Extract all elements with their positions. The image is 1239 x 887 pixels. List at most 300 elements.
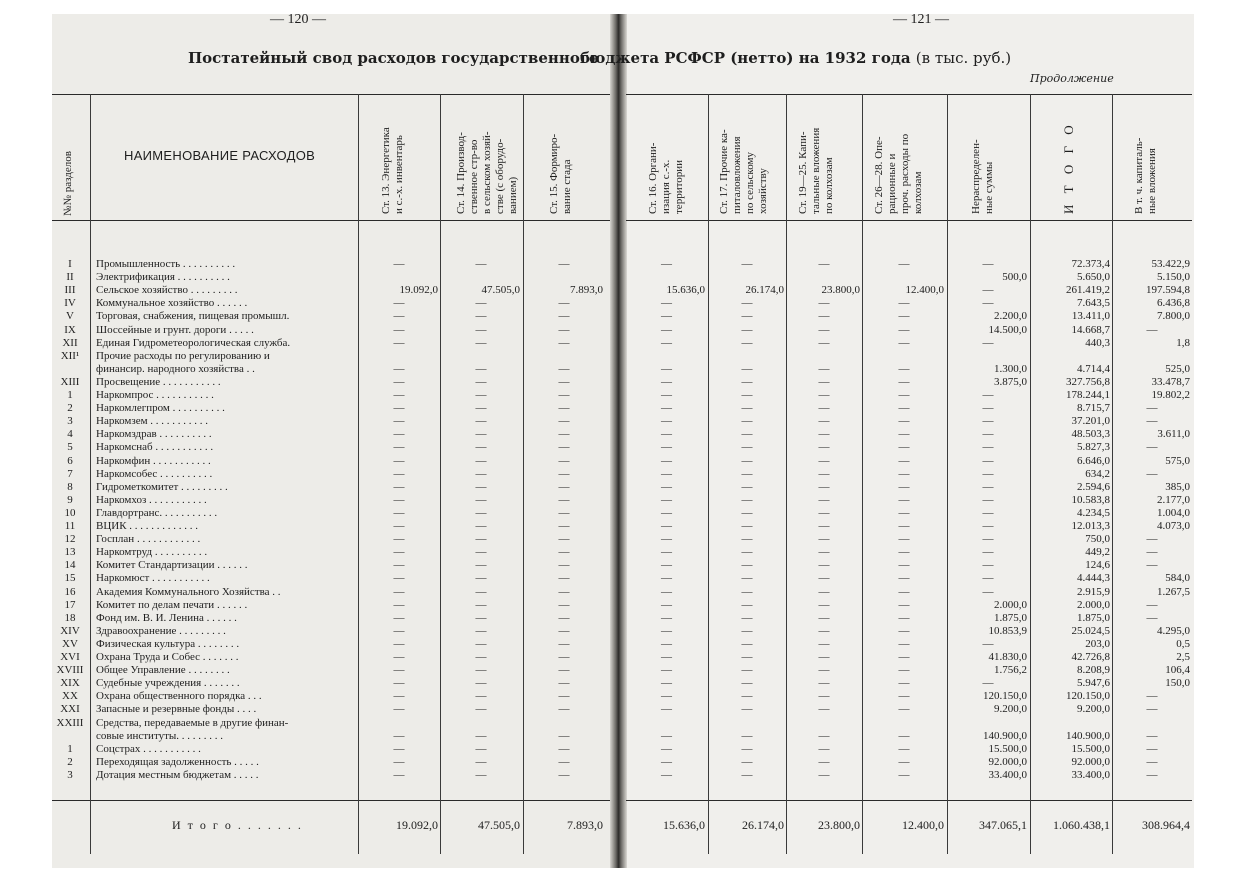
cell-c15: — (558, 559, 570, 572)
totals-label: И т о г о . . . . . . . (172, 818, 303, 832)
row-expense-name: Единая Гидрометеорологическая служба. (96, 336, 291, 349)
cell-c15: — (558, 441, 570, 454)
cell-c19: — (818, 637, 830, 650)
cell-c13: — (393, 506, 405, 519)
cell-c26: — (898, 677, 910, 690)
cell-c14: — (475, 533, 487, 546)
cell-c15: — (558, 690, 570, 703)
row-expense-name: Академия Коммунального Хозяйства . . (96, 585, 281, 598)
header-bottom-rule-left (52, 220, 610, 221)
cell-c19: — (818, 389, 830, 401)
row-expense-name: Электрификация . . . . . . . . . . (96, 271, 230, 284)
cell-c14: — (475, 506, 487, 519)
cell-c26: — (898, 651, 910, 663)
row-section-number: 12 (64, 533, 76, 546)
cell-unalloc: — (982, 572, 994, 585)
cell-c13: — (393, 441, 405, 454)
row-expense-name: Соцстрах . . . . . . . . . . . (96, 742, 201, 755)
cell-c13: — (393, 454, 405, 467)
cell-c17: — (741, 441, 753, 454)
row-section-number: 15 (64, 572, 76, 585)
row-expense-name: Сельское хозяйство . . . . . . . . . (96, 284, 238, 297)
cell-unalloc: 92.000,0 (988, 755, 1027, 768)
cell-itogo: 750,0 (1085, 533, 1110, 546)
cell-c17: — (741, 624, 753, 637)
cell-c16: — (661, 506, 672, 519)
cell-c15: — (558, 389, 570, 401)
title-right-main: бюджета РСФСР (нетто) на 1932 года (580, 49, 911, 67)
cell-c13: — (393, 742, 405, 755)
row-expense-name: Наркомфин . . . . . . . . . . . (96, 454, 211, 467)
total-c13: 19.092,0 (396, 818, 438, 832)
cell-c14: — (475, 362, 487, 375)
cell-itogo: 634,2 (1085, 467, 1110, 480)
cell-c16: — (661, 533, 672, 546)
cell-c13: — (393, 690, 405, 703)
cell-c16: — (661, 480, 672, 493)
cell-itogo: 120.150,0 (1066, 690, 1110, 703)
cell-c13: — (393, 651, 405, 663)
total-c16: 15.636,0 (663, 818, 705, 832)
cell-c16: — (661, 323, 672, 336)
cell-c16: — (661, 389, 672, 401)
cell-c15: — (558, 402, 570, 415)
cell-c15: — (558, 493, 570, 506)
row-expense-name: ВЦИК . . . . . . . . . . . . . (96, 520, 199, 532)
table-title-left: Постатейный свод расходов государственного (188, 49, 600, 67)
row-section-number: II (66, 271, 74, 284)
cell-c19: — (818, 493, 830, 506)
cell-unalloc: — (982, 493, 994, 506)
cell-c19: — (818, 297, 830, 310)
cell-c14: — (475, 585, 487, 598)
cell-c19: — (818, 572, 830, 585)
cell-c16: — (661, 703, 672, 716)
cell-c13: 19.092,0 (399, 284, 438, 297)
row-expense-name: Наркомздрав . . . . . . . . . . (96, 428, 212, 441)
cell-c26: — (898, 755, 910, 768)
cell-itogo: 5.947,6 (1077, 677, 1110, 690)
table-row (0, 559, 1239, 571)
row-section-number: 16 (64, 585, 76, 598)
cell-c16: — (661, 768, 672, 781)
cell-unalloc: — (982, 389, 994, 401)
cell-c17: — (741, 690, 753, 703)
cell-c16: — (661, 375, 672, 388)
cell-c14: — (475, 729, 487, 742)
cell-c17: — (741, 572, 753, 585)
row-section-number: 7 (67, 467, 73, 480)
cell-itogo: 72.373,4 (1071, 258, 1110, 270)
title-unit: (в тыс. руб.) (915, 49, 1012, 67)
cell-capital: — (1146, 611, 1158, 624)
row-section-number: IV (64, 297, 76, 310)
cell-c16: — (661, 520, 672, 532)
cell-c15: — (558, 323, 570, 336)
cell-c19: — (818, 323, 830, 336)
row-expense-name: Шоссейные и грунт. дороги . . . . . (96, 323, 254, 336)
cell-unalloc: — (982, 546, 994, 559)
cell-c16: — (661, 742, 672, 755)
row-expense-name: совые институты. . . . . . . . . (96, 729, 224, 742)
cell-c19: — (818, 506, 830, 519)
cell-c14: — (475, 624, 487, 637)
cell-c13: — (393, 729, 405, 742)
cell-itogo: 440,3 (1085, 336, 1110, 349)
cell-c13: — (393, 323, 405, 336)
cell-c17: — (741, 454, 753, 467)
cell-c14: — (475, 520, 487, 532)
cell-c14: — (475, 755, 487, 768)
table-row (0, 533, 1239, 545)
row-section-number: 8 (67, 480, 73, 493)
cell-c17: — (741, 520, 753, 532)
cell-c26: — (898, 690, 910, 703)
cell-unalloc: 3.875,0 (994, 375, 1027, 388)
cell-itogo: 12.013,3 (1071, 520, 1110, 532)
cell-unalloc: 41.830,0 (988, 651, 1027, 663)
cell-capital: 2.177,0 (1157, 493, 1190, 506)
table-row (0, 350, 1239, 362)
cell-itogo: 5.650,0 (1077, 271, 1110, 284)
table-title-right (580, 49, 1011, 67)
table-row (0, 690, 1239, 702)
cell-c19: — (818, 520, 830, 532)
row-expense-name: Наркомснаб . . . . . . . . . . . (96, 441, 214, 454)
cell-unalloc: — (982, 336, 994, 349)
cell-capital: 53.422,9 (1151, 258, 1190, 270)
table-row (0, 651, 1239, 663)
cell-c17: — (741, 729, 753, 742)
cell-capital: 33.478,7 (1151, 375, 1190, 388)
table-row (0, 756, 1239, 768)
cell-itogo: 14.668,7 (1071, 323, 1110, 336)
cell-c15: — (558, 467, 570, 480)
row-expense-name: Судебные учреждения . . . . . . . (96, 677, 240, 690)
cell-c26: — (898, 520, 910, 532)
row-expense-name: Госплан . . . . . . . . . . . . (96, 533, 201, 546)
cell-c19: — (818, 768, 830, 781)
cell-unalloc: 500,0 (1002, 271, 1027, 284)
cell-c15: — (558, 415, 570, 428)
row-section-number: 13 (64, 546, 76, 559)
cell-c15: — (558, 742, 570, 755)
row-expense-name: Комитет Стандартизации . . . . . . (96, 559, 248, 572)
cell-c19: — (818, 441, 830, 454)
row-section-number: III (64, 284, 76, 297)
row-expense-name: Наркомлегпром . . . . . . . . . . (96, 402, 225, 415)
cell-capital: — (1146, 467, 1158, 480)
cell-c13: — (393, 520, 405, 532)
cell-c26: — (898, 729, 910, 742)
cell-c16: — (661, 493, 672, 506)
cell-c16: — (661, 362, 672, 375)
cell-capital: — (1146, 755, 1158, 768)
cell-itogo: 48.503,3 (1071, 428, 1110, 441)
cell-c14: — (475, 467, 487, 480)
table-row (0, 769, 1239, 781)
cell-unalloc: 120.150,0 (983, 690, 1027, 703)
cell-c17: — (741, 336, 753, 349)
total-c26: 12.400,0 (902, 818, 944, 832)
cell-c14: — (475, 441, 487, 454)
table-row (0, 324, 1239, 336)
cell-unalloc: 14.500,0 (988, 323, 1027, 336)
cell-unalloc: — (982, 467, 994, 480)
cell-capital: 6.436,8 (1157, 297, 1190, 310)
cell-unalloc: — (982, 441, 994, 454)
cell-unalloc: — (982, 637, 994, 650)
cell-c14: — (475, 572, 487, 585)
cell-c26: — (898, 506, 910, 519)
cell-c17: — (741, 323, 753, 336)
cell-unalloc: 140.900,0 (983, 729, 1027, 742)
cell-capital: 106,4 (1165, 664, 1190, 677)
cell-unalloc: — (982, 415, 994, 428)
row-expense-name: Запасные и резервные фонды . . . . (96, 703, 257, 716)
row-section-number: XV (62, 637, 78, 650)
cell-unalloc: — (982, 533, 994, 546)
cell-c19: — (818, 480, 830, 493)
cell-c17: — (741, 310, 753, 323)
cell-capital: — (1146, 402, 1158, 415)
cell-unalloc: — (982, 559, 994, 572)
row-section-number: 5 (67, 441, 73, 454)
total-c17: 26.174,0 (742, 818, 784, 832)
cell-capital: 525,0 (1165, 362, 1190, 375)
cell-itogo: 2.594,6 (1077, 480, 1110, 493)
cell-c14: — (475, 297, 487, 310)
cell-unalloc: — (982, 677, 994, 690)
row-section-number: I (68, 258, 72, 270)
cell-c15: — (558, 677, 570, 690)
cell-c26: — (898, 703, 910, 716)
cell-capital: — (1146, 546, 1158, 559)
cell-c19: — (818, 742, 830, 755)
cell-c17: — (741, 533, 753, 546)
table-row (0, 376, 1239, 388)
cell-c19: — (818, 454, 830, 467)
table-row (0, 612, 1239, 624)
row-section-number: 1 (67, 742, 73, 755)
row-expense-name: Средства, передаваемые в другие финан- (96, 716, 289, 729)
cell-c16: — (661, 415, 672, 428)
cell-c14: — (475, 389, 487, 401)
cell-c17: — (741, 402, 753, 415)
cell-c19: — (818, 428, 830, 441)
header-bottom-rule-right (626, 220, 1192, 221)
cell-capital: — (1146, 533, 1158, 546)
table-row (0, 730, 1239, 742)
cell-c13: — (393, 637, 405, 650)
cell-c26: — (898, 742, 910, 755)
cell-c17: — (741, 415, 753, 428)
cell-c13: — (393, 362, 405, 375)
cell-c13: — (393, 559, 405, 572)
cell-c14: — (475, 454, 487, 467)
cell-c19: — (818, 533, 830, 546)
cell-unalloc: 2.200,0 (994, 310, 1027, 323)
cell-c26: — (898, 258, 910, 270)
cell-c19: — (818, 755, 830, 768)
cell-c26: — (898, 768, 910, 781)
row-expense-name: Коммунальное хозяйство . . . . . . (96, 297, 248, 310)
cell-c15: — (558, 703, 570, 716)
row-expense-name: Наркомтруд . . . . . . . . . . (96, 546, 208, 559)
cell-c14: — (475, 559, 487, 572)
cell-c14: — (475, 611, 487, 624)
cell-c26: — (898, 664, 910, 677)
cell-c26: — (898, 624, 910, 637)
row-expense-name: Здравоохранение . . . . . . . . . (96, 624, 226, 637)
row-section-number: XIV (60, 624, 80, 637)
table-row (0, 717, 1239, 729)
cell-c16: — (661, 441, 672, 454)
cell-c17: — (741, 362, 753, 375)
cell-capital: — (1146, 742, 1158, 755)
cell-capital: — (1146, 729, 1158, 742)
row-section-number: XII (62, 336, 78, 349)
cell-c26: — (898, 310, 910, 323)
cell-capital: 19.802,2 (1151, 389, 1190, 401)
cell-c15: — (558, 297, 570, 310)
cell-c19: — (818, 546, 830, 559)
row-section-number: XIII (60, 375, 80, 388)
cell-c15: — (558, 533, 570, 546)
table-row (0, 507, 1239, 519)
cell-c13: — (393, 677, 405, 690)
row-section-number: 6 (67, 454, 73, 467)
cell-c15: 7.893,0 (570, 284, 603, 297)
cell-unalloc: 2.000,0 (994, 598, 1027, 611)
cell-c15: — (558, 768, 570, 781)
cell-c26: — (898, 323, 910, 336)
cell-itogo: 9.200,0 (1077, 703, 1110, 716)
cell-itogo: 37.201,0 (1071, 415, 1110, 428)
continued-label: Продолжение (1030, 72, 1114, 85)
cell-itogo: 25.024,5 (1071, 624, 1110, 637)
cell-c26: — (898, 546, 910, 559)
cell-c19: — (818, 402, 830, 415)
cell-c14: 47.505,0 (481, 284, 520, 297)
cell-itogo: 8.208,9 (1077, 664, 1110, 677)
cell-c13: — (393, 755, 405, 768)
cell-c19: 23.800,0 (821, 284, 860, 297)
cell-itogo: 2.000,0 (1077, 598, 1110, 611)
cell-itogo: 7.643,5 (1077, 297, 1110, 310)
cell-c26: — (898, 454, 910, 467)
cell-itogo: 1.875,0 (1077, 611, 1110, 624)
cell-itogo: 13.411,0 (1071, 310, 1110, 323)
cell-capital: — (1146, 441, 1158, 454)
cell-itogo: 124,6 (1085, 559, 1110, 572)
row-expense-name: Главдортранс. . . . . . . . . . . (96, 506, 218, 519)
table-row (0, 743, 1239, 755)
cell-capital: 150,0 (1165, 677, 1190, 690)
cell-c19: — (818, 415, 830, 428)
cell-c15: — (558, 310, 570, 323)
total-rule-right (626, 800, 1192, 801)
cell-c14: — (475, 310, 487, 323)
cell-c14: — (475, 546, 487, 559)
cell-c17: — (741, 428, 753, 441)
cell-itogo: 92.000,0 (1071, 755, 1110, 768)
cell-c13: — (393, 493, 405, 506)
page-number-left: — 120 — (270, 12, 326, 27)
cell-c17: — (741, 375, 753, 388)
cell-c14: — (475, 637, 487, 650)
cell-c14: — (475, 651, 487, 663)
row-section-number: XXI (60, 703, 80, 716)
table-row (0, 284, 1239, 296)
cell-capital: 575,0 (1165, 454, 1190, 467)
cell-capital: 0,5 (1176, 637, 1190, 650)
cell-unalloc: 33.400,0 (988, 768, 1027, 781)
row-section-number: 14 (64, 559, 76, 572)
cell-c14: — (475, 493, 487, 506)
cell-c17: — (741, 506, 753, 519)
row-section-number: 4 (67, 428, 73, 441)
row-expense-name: Гидрометкомитет . . . . . . . . . (96, 480, 228, 493)
cell-c16: — (661, 297, 672, 310)
cell-c17: — (741, 664, 753, 677)
cell-c13: — (393, 480, 405, 493)
cell-c14: — (475, 415, 487, 428)
cell-c15: — (558, 729, 570, 742)
cell-unalloc: 10.853,9 (988, 624, 1027, 637)
cell-c16: — (661, 454, 672, 467)
total-unalloc: 347.065,1 (979, 818, 1027, 832)
cell-unalloc: 1.300,0 (994, 362, 1027, 375)
row-section-number: XVI (60, 651, 80, 663)
cell-unalloc: — (982, 428, 994, 441)
cell-c17: — (741, 755, 753, 768)
cell-c19: — (818, 611, 830, 624)
cell-c15: — (558, 546, 570, 559)
cell-capital: 197.594,8 (1146, 284, 1190, 297)
cell-itogo: 4.444,3 (1077, 572, 1110, 585)
cell-c26: — (898, 441, 910, 454)
cell-c17: — (741, 742, 753, 755)
cell-itogo: 203,0 (1085, 637, 1110, 650)
row-section-number: V (66, 310, 74, 323)
cell-c26: — (898, 493, 910, 506)
row-section-number: XXIII (56, 716, 84, 729)
cell-c15: — (558, 598, 570, 611)
row-section-number: 2 (67, 755, 73, 768)
cell-c14: — (475, 336, 487, 349)
row-expense-name: Промышленность . . . . . . . . . . (96, 258, 236, 270)
row-expense-name: финансир. народного хозяйства . . (96, 362, 255, 375)
cell-c16: — (661, 690, 672, 703)
cell-c13: — (393, 310, 405, 323)
cell-itogo: 140.900,0 (1066, 729, 1110, 742)
table-row (0, 389, 1239, 401)
cell-c19: — (818, 362, 830, 375)
cell-itogo: 4.234,5 (1077, 506, 1110, 519)
cell-c15: — (558, 362, 570, 375)
page-number-right: — 121 — (893, 12, 949, 27)
row-expense-name: Переходящая задолженность . . . . . (96, 755, 259, 768)
row-expense-name: Дотация местным бюджетам . . . . . (96, 768, 259, 781)
cell-c16: — (661, 585, 672, 598)
row-section-number: 17 (64, 598, 76, 611)
row-expense-name: Охрана общественного порядка . . . (96, 690, 262, 703)
cell-c14: — (475, 598, 487, 611)
cell-c15: — (558, 375, 570, 388)
cell-capital: 4.295,0 (1157, 624, 1190, 637)
total-itogo: 1.060.438,1 (1053, 818, 1110, 832)
